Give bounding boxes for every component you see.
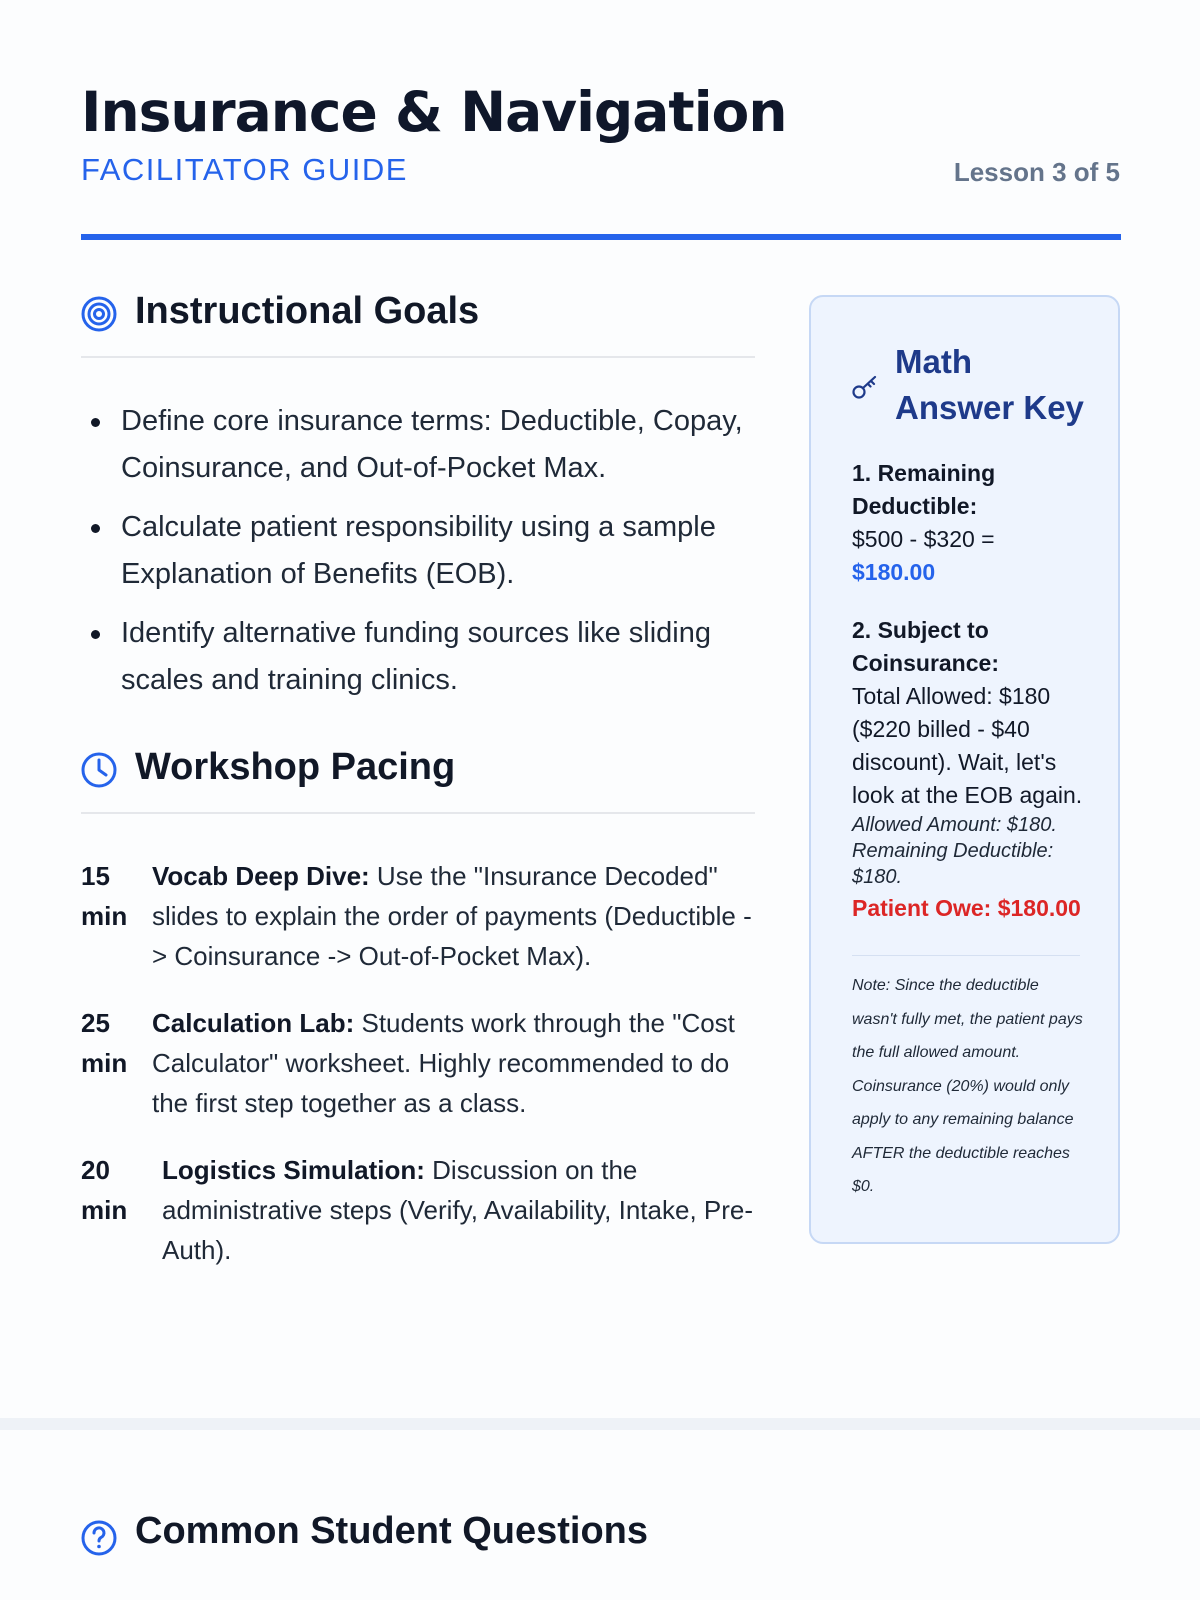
pacing-time: 25 min (81, 1008, 128, 1078)
answer-note: Note: Since the deductible wasn't fully met, the patient pays the full allowed amount. Coinsurance (20%) would only apply to any remaining balance AFTER the deductible reaches $0. (852, 977, 1083, 1195)
page-subtitle: FACILITATOR GUIDE (81, 152, 408, 187)
answer-1-calc: $500 - $320 = (852, 526, 995, 552)
pacing-title: Logistics Simulation: (162, 1155, 425, 1185)
pacing-text: Discussion on the administrative steps (Verify, Availability, Intake, Pre-Auth). (162, 1155, 754, 1265)
page-break (0, 1418, 1200, 1430)
pacing-text: Students work through the "Cost Calculator" worksheet. Highly recommended to do the first step together as a class. (152, 1008, 735, 1118)
pacing-section-header (81, 746, 755, 814)
pacing-time: 20 min (81, 1155, 128, 1225)
answer-2-text: Total Allowed: $180 ($220 billed - $40 discount). Wait, let's look at the EOB again. (852, 683, 1083, 808)
target-icon (81, 294, 121, 334)
question-circle-icon (81, 1518, 121, 1558)
key-icon (851, 373, 879, 401)
answer-key-heading: Math Answer Key (895, 343, 1084, 426)
pacing-row (81, 856, 761, 981)
lesson-indicator: Lesson 3 of 5 (953, 157, 1120, 187)
pacing-description (152, 856, 761, 976)
pacing-row (81, 1150, 761, 1275)
pacing-heading: Workshop Pacing (135, 746, 456, 788)
goals-heading: Instructional Goals (135, 290, 480, 332)
pacing-title: Calculation Lab: (152, 1008, 355, 1038)
header-divider (81, 234, 1121, 240)
answer-2-label: 2. Subject to Coinsurance: (852, 617, 999, 676)
goals-section-header (81, 290, 755, 358)
pacing-text: Use the "Insurance Decoded" slides to explain the order of payments (Deductible -> Coinsurance -> Out-of-Pocket Max). (152, 861, 752, 971)
answer-2-italic: Allowed Amount: $180. Remaining Deductible: $180. (852, 814, 1057, 888)
card-divider (852, 955, 1080, 956)
pacing-row (81, 1003, 761, 1128)
pacing-title: Vocab Deep Dive: (152, 861, 370, 891)
answer-key-card (809, 295, 1120, 1244)
questions-heading: Common Student Questions (135, 1510, 648, 1552)
list-item: Calculate patient responsibility using a sample Explanation of Benefits (EOB). (81, 504, 761, 598)
clock-icon (81, 750, 121, 790)
pacing-description (152, 1003, 761, 1123)
answer-2-result: Patient Owe: $180.00 (852, 895, 1081, 921)
answer-1-result: $180.00 (852, 559, 936, 585)
answer-2 (852, 614, 1092, 925)
answer-1 (852, 457, 1092, 589)
pacing-description (162, 1150, 761, 1270)
page-title: Insurance & Navigation (81, 80, 787, 144)
pacing-time: 15 min (81, 861, 128, 931)
list-item: Define core insurance terms: Deductible, Copay, Coinsurance, and Out-of-Pocket Max. (81, 398, 761, 492)
list-item: Identify alternative funding sources like sliding scales and training clinics. (81, 610, 761, 704)
answer-1-label: 1. Remaining Deductible: (852, 460, 996, 519)
goals-list (81, 398, 761, 716)
